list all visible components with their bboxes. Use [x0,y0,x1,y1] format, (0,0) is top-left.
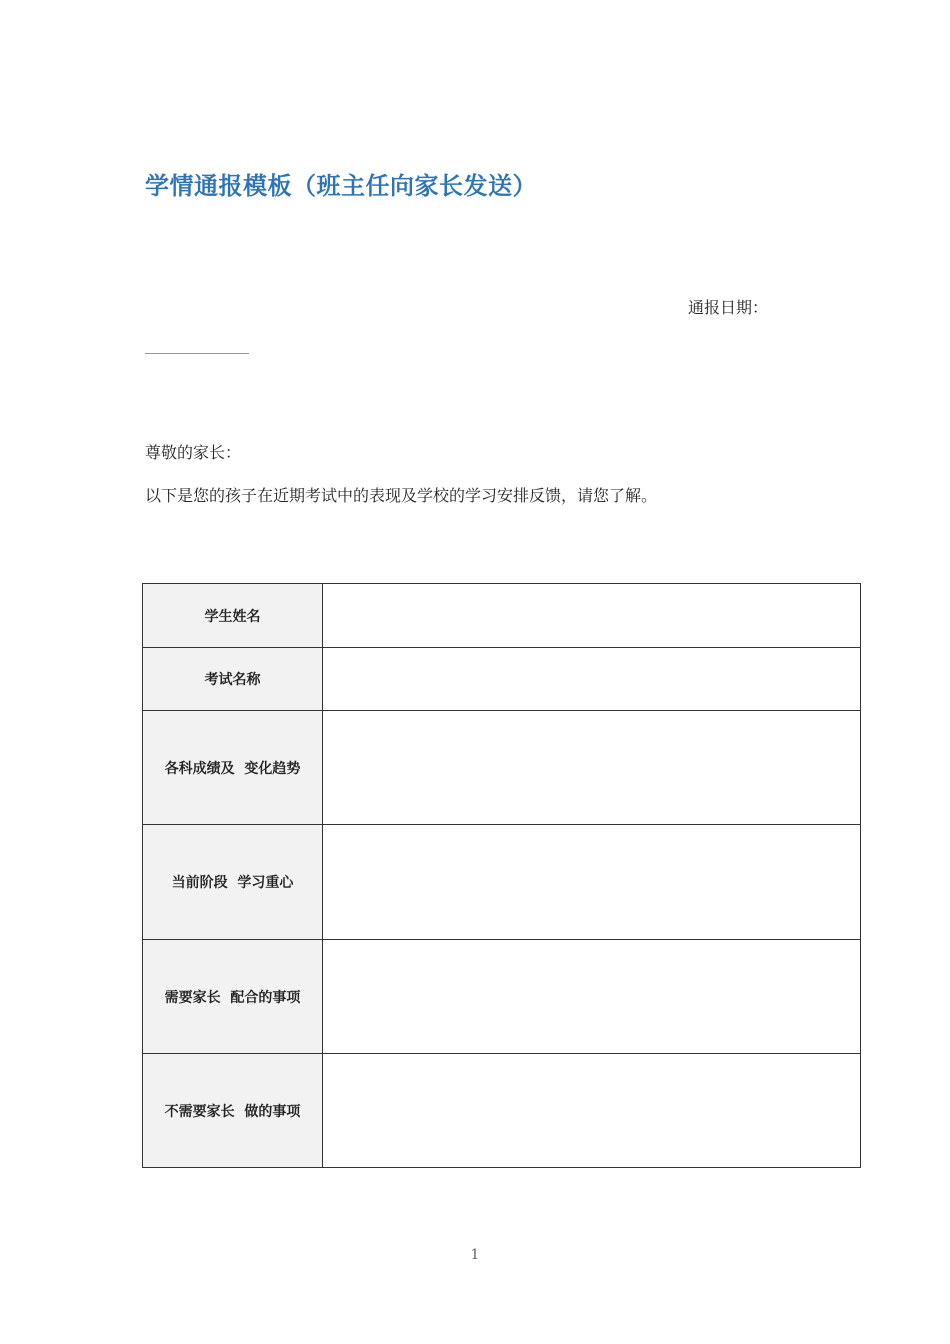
report-date-blank-line [145,353,249,354]
document-title: 学情通报模板（班主任向家长发送） [145,172,537,200]
intro-paragraph: 以下是您的孩子在近期考试中的表现及学校的学习安排反馈，请您了解。 [145,486,658,505]
table-row [143,584,861,648]
table-row [143,711,861,825]
row-label-exam-name: 考试名称 [143,648,323,711]
table-row [143,1054,861,1168]
row-value-parent-cooperation [323,940,861,1054]
table-row [143,825,861,940]
row-value-exam-name [323,648,861,711]
row-value-parent-not-needed [323,1054,861,1168]
row-value-scores-trend [323,711,861,825]
table-row [143,940,861,1054]
row-label-parent-not-needed: 不需要家长 做的事项 [143,1054,323,1168]
row-label-scores-trend: 各科成绩及 变化趋势 [143,711,323,825]
report-date-label: 通报日期： [688,298,769,317]
page-number: 1 [470,1247,480,1263]
row-value-study-focus [323,825,861,940]
row-label-study-focus: 当前阶段 学习重心 [143,825,323,940]
student-info-table [142,583,861,1168]
table-row [143,648,861,711]
row-label-student-name: 学生姓名 [143,584,323,648]
row-label-parent-cooperation: 需要家长 配合的事项 [143,940,323,1054]
row-value-student-name [323,584,861,648]
greeting: 尊敬的家长： [145,443,242,462]
